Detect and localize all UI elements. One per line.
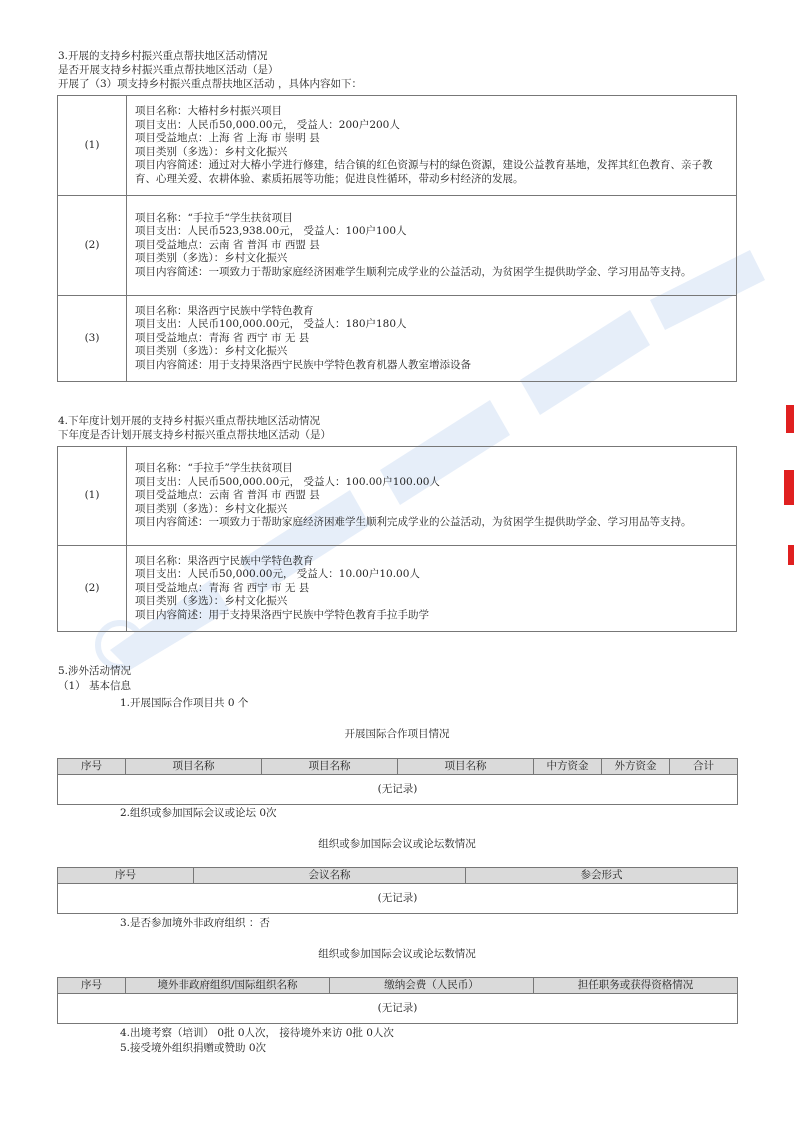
table-row	[58, 196, 737, 296]
project-number: (1)	[58, 447, 127, 546]
project-location: 项目受益地点：上海 省 上海 市 崇明 县	[135, 132, 320, 144]
empty-record: (无记录)	[58, 775, 738, 805]
table-row	[58, 994, 738, 1024]
column-header: 缴纳会费（人民币）	[330, 978, 534, 994]
project-description: 项目内容简述：一项致力于帮助家庭经济困难学生顺利完成学业的公益活动，为贫困学生提供助学金、学习用品等支持。	[135, 516, 692, 529]
project-details	[127, 96, 737, 196]
table1-caption: 开展国际合作项目情况	[344, 728, 450, 740]
project-details	[127, 447, 737, 546]
project-category: 项目类别（多选）：乡村文化振兴	[135, 502, 288, 515]
project-description: 项目内容简述：通过对大椿小学进行修建，结合镇的红色资源与村的绿色资源，建设公益教育基地，发挥其红色教育、亲子教育、心理关爱、农耕体验、素质拓展等功能；促进良性循环，带动乡村经济的发展。	[135, 159, 713, 185]
project-expense: 项目支出：人民币523,938.00元， 受益人：100户100人	[135, 225, 407, 238]
intl-projects-table	[57, 758, 738, 805]
empty-record: (无记录)	[58, 994, 738, 1024]
intl-meetings-table	[57, 867, 738, 914]
column-header: 项目名称	[262, 759, 398, 775]
project-expense: 项目支出：人民币50,000.00元， 受益人：200户200人	[135, 118, 400, 131]
project-name: 项目名称：大椿村乡村振兴项目	[135, 105, 282, 117]
section3-question: 是否开展支持乡村振兴重点帮扶地区活动（是）	[58, 64, 279, 76]
project-expense: 项目支出：人民币500,000.00元， 受益人：100.00户100.00人	[135, 475, 440, 488]
project-details	[127, 546, 737, 632]
project-number: (3)	[58, 296, 127, 382]
project-number: (2)	[58, 546, 127, 632]
table-row	[58, 775, 738, 805]
column-header: 参会形式	[466, 868, 738, 884]
red-stamp-edge	[782, 395, 794, 595]
table-row	[58, 447, 737, 546]
project-description: 项目内容简述：用于支持果洛西宁民族中学特色教育机器人教室增添设备	[135, 358, 471, 371]
project-category: 项目类别（多选）：乡村文化振兴	[135, 345, 288, 358]
project-location: 项目受益地点：云南 省 普洱 市 西盟 县	[135, 238, 320, 251]
project-expense: 项目支出：人民币50,000.00元， 受益人：10.00户10.00人	[135, 568, 420, 581]
table-header-row	[58, 759, 738, 775]
section3-projects-table	[57, 95, 737, 382]
project-name: 项目名称：“手拉手“学生扶贫项目	[135, 211, 293, 224]
table-row	[58, 296, 737, 382]
table-row	[58, 96, 737, 196]
project-category: 项目类别（多选）：乡村文化振兴	[135, 595, 288, 608]
section5-title: 5.涉外活动情况	[58, 665, 132, 677]
project-name: 项目名称：“手拉手”学生扶贫项目	[135, 462, 293, 475]
overseas-visits: 4.出境考察（培训） 0批 0人次， 接待境外来访 0批 0人次	[120, 1027, 394, 1039]
intl-projects-count: 1.开展国际合作项目共 0 个	[120, 697, 249, 709]
column-header: 合计	[670, 759, 738, 775]
table-header-row	[58, 978, 738, 994]
project-name: 项目名称：果洛西宁民族中学特色教育	[135, 554, 314, 567]
section5-subtitle: （1） 基本信息	[58, 680, 132, 692]
project-number: (1)	[58, 96, 127, 196]
column-header: 序号	[58, 759, 126, 775]
section4-title: 4.下年度计划开展的支持乡村振兴重点帮扶地区活动情况	[58, 415, 321, 427]
project-location: 项目受益地点：青海 省 西宁 市 无 县	[135, 331, 310, 344]
project-name: 项目名称：果洛西宁民族中学特色教育	[135, 304, 314, 317]
table-header-row	[58, 868, 738, 884]
column-header: 外方资金	[602, 759, 670, 775]
project-details	[127, 296, 737, 382]
project-location: 项目受益地点：云南 省 普洱 市 西盟 县	[135, 489, 320, 502]
foreign-ngo-question: 3.是否参加境外非政府组织 ：否	[120, 917, 270, 929]
project-category: 项目类别（多选）：乡村文化振兴	[135, 252, 288, 265]
project-location: 项目受益地点：青海 省 西宁 市 无 县	[135, 581, 310, 594]
project-category: 项目类别（多选）：乡村文化振兴	[135, 145, 288, 158]
column-header: 项目名称	[398, 759, 534, 775]
project-number: (2)	[58, 196, 127, 296]
intl-meetings-count: 2.组织或参加国际会议或论坛 0次	[120, 807, 277, 819]
empty-record: (无记录)	[58, 884, 738, 914]
foreign-ngo-table	[57, 977, 738, 1024]
project-description: 项目内容简述：一项致力于帮助家庭经济困难学生顺利完成学业的公益活动，为贫困学生提供助学金、学习用品等支持。	[135, 265, 692, 278]
project-description: 项目内容简述：用于支持果洛西宁民族中学特色教育手拉手助学	[135, 608, 429, 621]
table-row	[58, 546, 737, 632]
column-header: 序号	[58, 978, 126, 994]
table3-caption: 组织或参加国际会议或论坛数情况	[318, 948, 476, 960]
column-header: 序号	[58, 868, 194, 884]
column-header: 担任职务或获得资格情况	[534, 978, 738, 994]
column-header: 会议名称	[194, 868, 466, 884]
column-header: 项目名称	[126, 759, 262, 775]
section4-question: 下年度是否计划开展支持乡村振兴重点帮扶地区活动（是）	[58, 429, 331, 441]
foreign-donations: 5.接受境外组织捐赠或赞助 0次	[120, 1042, 267, 1054]
project-expense: 项目支出：人民币100,000.00元， 受益人：180户180人	[135, 318, 407, 331]
table-row	[58, 884, 738, 914]
section3-summary: 开展了（3）项支持乡村振兴重点帮扶地区活动 ，具体内容如下：	[58, 78, 363, 90]
column-header: 境外非政府组织/国际组织名称	[126, 978, 330, 994]
section3-title: 3.开展的支持乡村振兴重点帮扶地区活动情况	[58, 50, 268, 62]
section4-projects-table	[57, 446, 737, 632]
column-header: 中方资金	[534, 759, 602, 775]
project-details	[127, 196, 737, 296]
table2-caption: 组织或参加国际会议或论坛数情况	[318, 838, 476, 850]
